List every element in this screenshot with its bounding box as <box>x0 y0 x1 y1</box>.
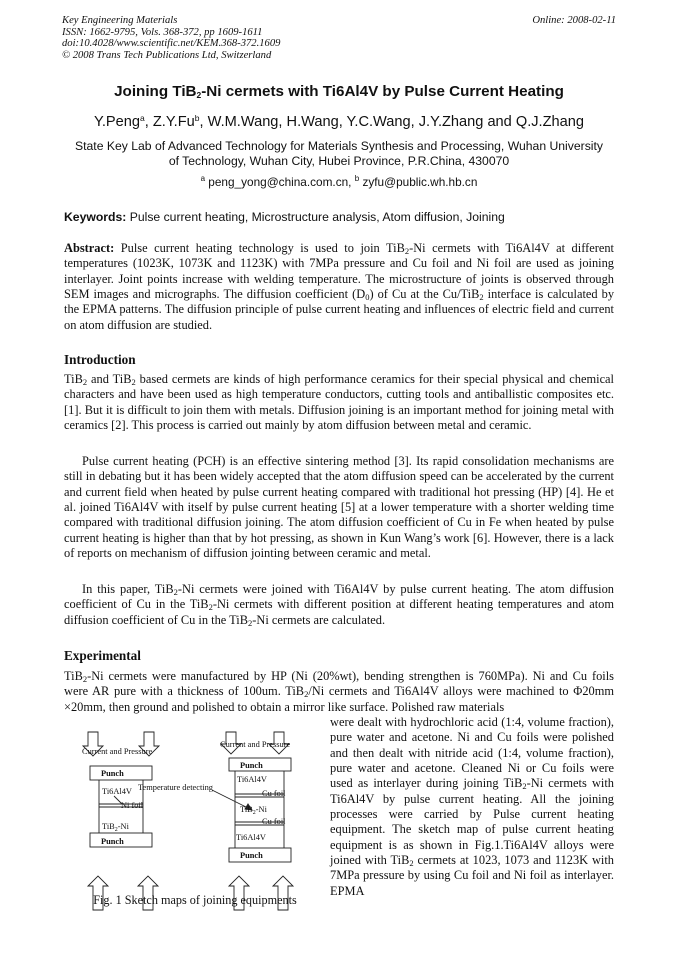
punch-label: Punch <box>101 769 124 778</box>
affiliation-line: State Key Lab of Advanced Technology for Materials Synthesis and Processing, Wuhan University <box>75 139 603 153</box>
affiliation-line: of Technology, Wuhan City, Hubei Province, P.R.China, 430070 <box>168 154 510 168</box>
figure-caption: Fig. 1 Sketch maps of joining equipments <box>93 893 297 907</box>
online-date: Online: 2008-02-11 <box>532 15 616 26</box>
abstract <box>64 241 614 333</box>
abstract-text: Pulse current heating technology is used to join TiB <box>114 241 405 255</box>
title-part: Joining TiB <box>114 83 197 100</box>
text: /Ni cermets and Ti6Al4V alloys were machined to Φ20mm ×20mm, then ground and polished to obtain a mirror like surface. Polished raw materials <box>64 684 614 714</box>
text: -Ni cermets with Ti6Al4V by pulse current heating. All the joining processes were carried by Pulse current heating equipment. The sketch map of pulse current heating equipment is as shown in Fig.1.Ti6Al4V alloys were joined with TiB <box>330 776 614 868</box>
text: -Ni cermets with different position at different heating temperatures and atom diffusion coefficient of Cu in the TiB <box>64 597 615 627</box>
email: zyfu@public.wh.hb.cn <box>359 175 478 189</box>
author-mark: b <box>194 113 200 123</box>
issn-line: ISSN: 1662-9795, Vols. 368-372, pp 1609-1611 <box>62 26 263 38</box>
subscript: 2 <box>304 689 309 700</box>
intro-paragraph-2: Pulse current heating (PCH) is an effective sintering method [3]. Its rapid consolidation mechanisms are still in debating but it has been widely accepted that the atom diffusion speed can be accelerated by the current and current field when heated by pulse current heating compared with traditional hot pressing (HP) [4]. He et al. joined Ti6Al4V with itself by pulse current heating [5] at a lower temperature with a shorter welding time compared with traditional diffusion joining. The atom diffusion coefficient of Cu in Fe when heated by pulse current heating is higher than that by hot pressing, as shown in Kun Wang’s work [6]. However, there is a lack of reports on mechanism of diffusion jointing between ceramic and metal. <box>64 454 614 561</box>
temperature-detecting-label: Temperature detecting <box>138 783 213 792</box>
right-current-pressure-label: Current and Pressure <box>220 740 291 749</box>
ni-foil-label: Ni foil <box>121 801 144 810</box>
email-mark: a <box>200 174 206 183</box>
label-part: -Ni <box>117 822 129 831</box>
keywords-text: Pulse current heating, Microstructure analysis, Atom diffusion, Joining <box>126 210 505 224</box>
cu-foil-label: Cu foil <box>262 789 286 798</box>
author: , Z.Y.Fu <box>144 114 195 130</box>
section-heading-introduction: Introduction <box>64 352 136 367</box>
ti6al4v-label: Ti6Al4V <box>236 833 266 842</box>
tib2-ni-label <box>102 822 130 833</box>
intro-paragraph-3 <box>64 582 614 628</box>
email: peng_yong@china.com.cn, <box>205 175 355 189</box>
subscript: 2 <box>248 617 253 628</box>
ti6al4v-label: Ti6Al4V <box>102 787 132 796</box>
abstract-text: -Ni cermets with Ti6Al4V at different temperatures (1023K, 1073K and 1123K) with 7MPa pressure and Cu foil and Ni foil are used as joining interlayer. Joint points increase with welding temperature. The microstructure of joints is observed through SEM images and micrographs. The diffusion coefficient (D <box>64 241 614 302</box>
label-part: TiB <box>102 822 115 831</box>
text: In this paper, TiB <box>82 582 174 596</box>
label-subscript: 2 <box>114 827 118 833</box>
left-current-pressure-label: Current and Pressure <box>82 747 153 756</box>
abstract-text: interface is calculated by the EPMA patterns. The diffusion principle of pulse current heating and influences of electric field and current on atom diffusion are studied. <box>64 287 615 332</box>
subscript: 2 <box>82 377 88 387</box>
affiliation <box>64 139 614 169</box>
joining-equipment-sketch <box>64 730 326 915</box>
intro-paragraph-1 <box>64 372 614 433</box>
copyright-line: © 2008 Trans Tech Publications Ltd, Switzerland <box>62 49 272 61</box>
text: were dealt with hydrochloric acid (1:4, volume fraction), pure water and acetone. Ni and Cu foils were polished and then dealt with nitride acid (1:4, volume fraction), pure water and acetone. Cleaned Ni or Cu foils were used as interlayer during joining TiB <box>330 715 614 791</box>
text: -Ni cermets are calculated. <box>252 612 386 627</box>
author-mark: a <box>140 113 145 123</box>
subscript: 2 <box>173 587 178 597</box>
text: and TiB <box>87 372 132 386</box>
journal-header <box>62 15 280 61</box>
text: based cermets are kinds of high performance ceramics for their special physical and chemical characters and have been used as high temperature conductors, cutting tools and antiballistic composites etc. [1]. But it is difficult to join them with metals. Diffusion joining is an important method for joining metal with ceramics [2]. This process is carried out mainly by atom diffusion between metal and ceramic. <box>64 372 615 433</box>
keywords-label: Keywords: <box>64 210 127 224</box>
author: Y.Peng <box>94 114 141 130</box>
subscript: 0 <box>365 292 370 303</box>
subscript: 2 <box>131 377 136 387</box>
abstract-label: Abstract: <box>64 241 115 255</box>
subscript: 2 <box>208 602 213 613</box>
text: -Ni cermets were joined with Ti6Al4V by pulse current heating. The atom diffusion coefficient of Cu in the TiB <box>64 582 614 612</box>
text: cermets at 1023, 1073 and 1123K with 7MPa pressure by using Cu foil and Ni foil as interlayer. EPMA <box>330 853 614 898</box>
author: , W.M.Wang, H.Wang, Y.C.Wang, J.Y.Zhang and Q.J.Zhang <box>199 114 584 130</box>
label-part: TiB <box>240 805 253 814</box>
experimental-paragraph-2 <box>330 715 614 899</box>
label-subscript: 2 <box>252 810 256 816</box>
ti6al4v-label: Ti6Al4V <box>237 775 267 784</box>
subscript: 2 <box>522 781 527 792</box>
text: TiB <box>64 669 83 683</box>
title-subscript: 2 <box>196 90 202 100</box>
subscript: 2 <box>82 674 88 684</box>
text: -Ni cermets were manufactured by HP (Ni (20%wt), bending strengthen is 760MPa). Ni and Cu foils were AR pure with a thickness of 100um. TiB <box>64 669 614 699</box>
title-part: -Ni cermets with Ti6Al4V by Pulse Current Heating <box>201 83 564 100</box>
keywords <box>64 210 624 224</box>
text: TiB <box>64 372 83 386</box>
author-emails <box>0 175 678 189</box>
subscript: 2 <box>409 858 414 869</box>
journal-name: Key Engineering Materials <box>62 15 178 26</box>
author-list <box>0 114 678 130</box>
email-mark: b <box>354 174 360 183</box>
section-heading-experimental: Experimental <box>64 648 141 663</box>
subscript: 2 <box>404 246 410 256</box>
abstract-text: ) of Cu at the Cu/TiB <box>369 287 480 302</box>
cu-foil-label: Cu foil <box>262 817 286 826</box>
tib2-ni-label <box>240 805 268 816</box>
punch-label: Punch <box>240 851 263 860</box>
punch-label: Punch <box>240 761 263 770</box>
label-part: -Ni <box>255 805 267 814</box>
doi-line: doi:10.4028/www.scientific.net/KEM.368-372.1609 <box>62 38 281 50</box>
experimental-paragraph-1 <box>64 669 614 715</box>
paper-title <box>0 83 678 100</box>
subscript: 2 <box>479 292 484 303</box>
punch-label: Punch <box>101 837 124 846</box>
